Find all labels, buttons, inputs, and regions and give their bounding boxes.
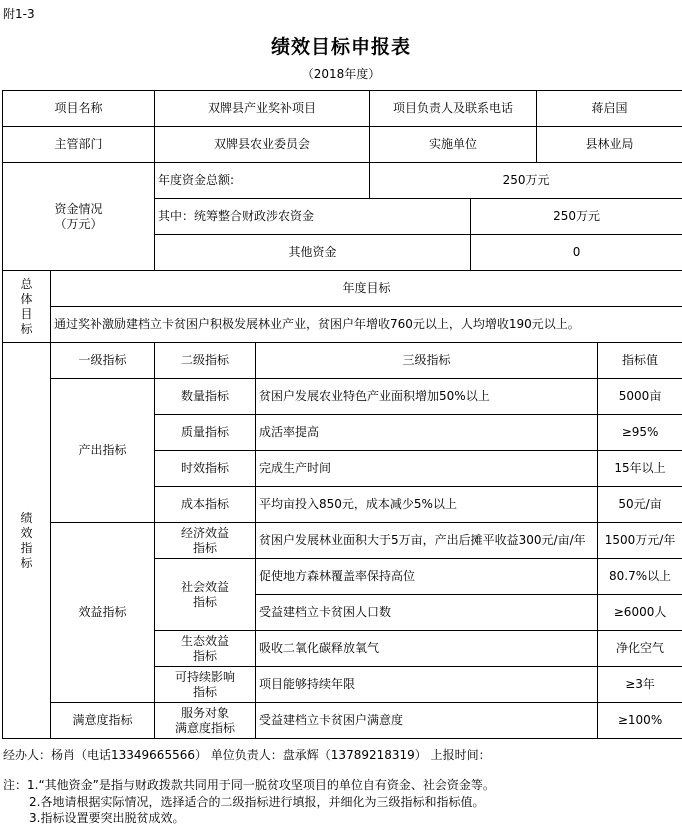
perf-side-label <box>3 343 51 739</box>
side-char: 标 <box>20 555 33 570</box>
level2-line: 指标 <box>193 648 218 663</box>
table-row <box>3 379 682 415</box>
value-cell: ≥95% <box>598 415 682 451</box>
funds-label <box>3 163 155 271</box>
side-char: 标 <box>20 321 33 336</box>
side-char: 效 <box>20 525 33 540</box>
level3-cell: 受益建档立卡贫困人口数 <box>256 595 598 631</box>
level2-header: 二级指标 <box>155 343 256 379</box>
level3-cell: 贫困户发展林业面积大于5万亩，产出后摊平收益300元/亩/年 <box>256 523 598 559</box>
output-indicator-label: 产出指标 <box>51 379 155 523</box>
benefit-indicator-label: 效益指标 <box>51 523 155 703</box>
level2-cell <box>155 703 256 739</box>
level3-header: 三级指标 <box>256 343 598 379</box>
value-cell: ≥100% <box>598 703 682 739</box>
annex-label: 附1-3 <box>3 7 35 21</box>
signoff-line: 经办人：杨肖（电话13349665566） 单位负责人：盘承辉（13789218319） 上报时间： <box>3 748 491 762</box>
satisfaction-indicator-label: 满意度指标 <box>51 703 155 739</box>
note-1: 注：1.“其他资金”是指与财政拨款共同用于同一脱贫攻坚项目的单位自有资金、社会资金等。 <box>3 778 495 792</box>
level3-cell: 平均亩投入850元，成本减少5%以上 <box>256 487 598 523</box>
level2-line: 指标 <box>193 540 218 555</box>
total-funds-value: 250万元 <box>370 163 682 199</box>
contact-value: 蒋启国 <box>537 91 682 127</box>
level2-cell <box>155 523 256 559</box>
funds-label-line1: 资金情况 <box>54 201 103 216</box>
level1-header: 一级指标 <box>51 343 155 379</box>
value-cell: ≥6000人 <box>598 595 682 631</box>
level3-cell: 受益建档立卡贫困户满意度 <box>256 703 598 739</box>
level2-cell <box>155 667 256 703</box>
side-char: 指 <box>20 540 33 555</box>
project-name-value: 双牌县产业奖补项目 <box>155 91 370 127</box>
value-cell: 50元/亩 <box>598 487 682 523</box>
project-name-label: 项目名称 <box>3 91 155 127</box>
table-row <box>3 127 682 163</box>
other-funds-label: 其他资金 <box>155 235 471 271</box>
value-cell: 1500万元/年 <box>598 523 682 559</box>
side-char: 体 <box>20 291 33 306</box>
level2-line: 可持续影响 <box>175 669 236 684</box>
table-row <box>3 703 682 739</box>
level3-cell: 贫困户发展农业特色产业面积增加50%以上 <box>256 379 598 415</box>
integrated-funds-value: 250万元 <box>471 199 682 235</box>
level3-cell: 吸收二氧化碳释放氧气 <box>256 631 598 667</box>
overall-goal-side-label <box>3 271 51 343</box>
table-row <box>3 271 682 307</box>
level2-cell: 时效指标 <box>155 451 256 487</box>
level2-line: 生态效益 <box>181 633 230 648</box>
value-cell: 5000亩 <box>598 379 682 415</box>
level2-cell: 数量指标 <box>155 379 256 415</box>
form-title: 绩效目标申报表 <box>270 36 411 58</box>
level2-line: 指标 <box>193 594 218 609</box>
level3-cell: 成活率提高 <box>256 415 598 451</box>
side-char: 绩 <box>20 510 33 525</box>
integrated-funds-label: 其中：统筹整合财政涉农资金 <box>155 199 471 235</box>
total-funds-label: 年度资金总额: <box>155 163 370 199</box>
note-2: 2.各地请根据实际情况，选择适合的二级指标进行填报，并细化为三级指标和指标值。 <box>29 795 485 809</box>
value-cell: 净化空气 <box>598 631 682 667</box>
funds-label-line2: （万元） <box>54 216 103 231</box>
level2-cell <box>155 631 256 667</box>
table-row <box>3 307 682 343</box>
value-cell: 80.7%以上 <box>598 559 682 595</box>
value-cell: 15年以上 <box>598 451 682 487</box>
dept-value: 双牌县农业委员会 <box>155 127 370 163</box>
level3-cell: 促使地方森林覆盖率保持高位 <box>256 559 598 595</box>
table-row <box>3 91 682 127</box>
note-3: 3.指标设置要突出脱贫成效。 <box>29 811 185 825</box>
level3-cell: 项目能够持续年限 <box>256 667 598 703</box>
table-row <box>3 523 682 559</box>
dept-label: 主管部门 <box>3 127 155 163</box>
level2-line: 社会效益 <box>181 579 230 594</box>
value-cell: ≥3年 <box>598 667 682 703</box>
impl-label: 实施单位 <box>370 127 537 163</box>
value-header: 指标值 <box>598 343 682 379</box>
other-funds-value: 0 <box>471 235 682 271</box>
annual-goal-text: 通过奖补激励建档立卡贫困户积极发展林业产业，贫困户年增收760元以上，人均增收190元以上。 <box>51 307 682 343</box>
table-row <box>3 343 682 379</box>
level2-line: 满意度指标 <box>175 720 236 735</box>
side-char: 总 <box>20 276 33 291</box>
level2-line: 指标 <box>193 684 218 699</box>
level2-cell <box>155 559 256 631</box>
performance-goal-table <box>2 90 682 739</box>
level2-line: 经济效益 <box>181 525 230 540</box>
level3-cell: 完成生产时间 <box>256 451 598 487</box>
table-row <box>3 163 682 199</box>
level2-cell: 质量指标 <box>155 415 256 451</box>
level2-line: 服务对象 <box>181 705 230 720</box>
contact-label: 项目负责人及联系电话 <box>370 91 537 127</box>
impl-value: 县林业局 <box>537 127 682 163</box>
side-char: 目 <box>20 306 33 321</box>
level2-cell: 成本指标 <box>155 487 256 523</box>
form-year: （2018年度） <box>301 67 381 81</box>
annual-goal-header: 年度目标 <box>51 271 682 307</box>
